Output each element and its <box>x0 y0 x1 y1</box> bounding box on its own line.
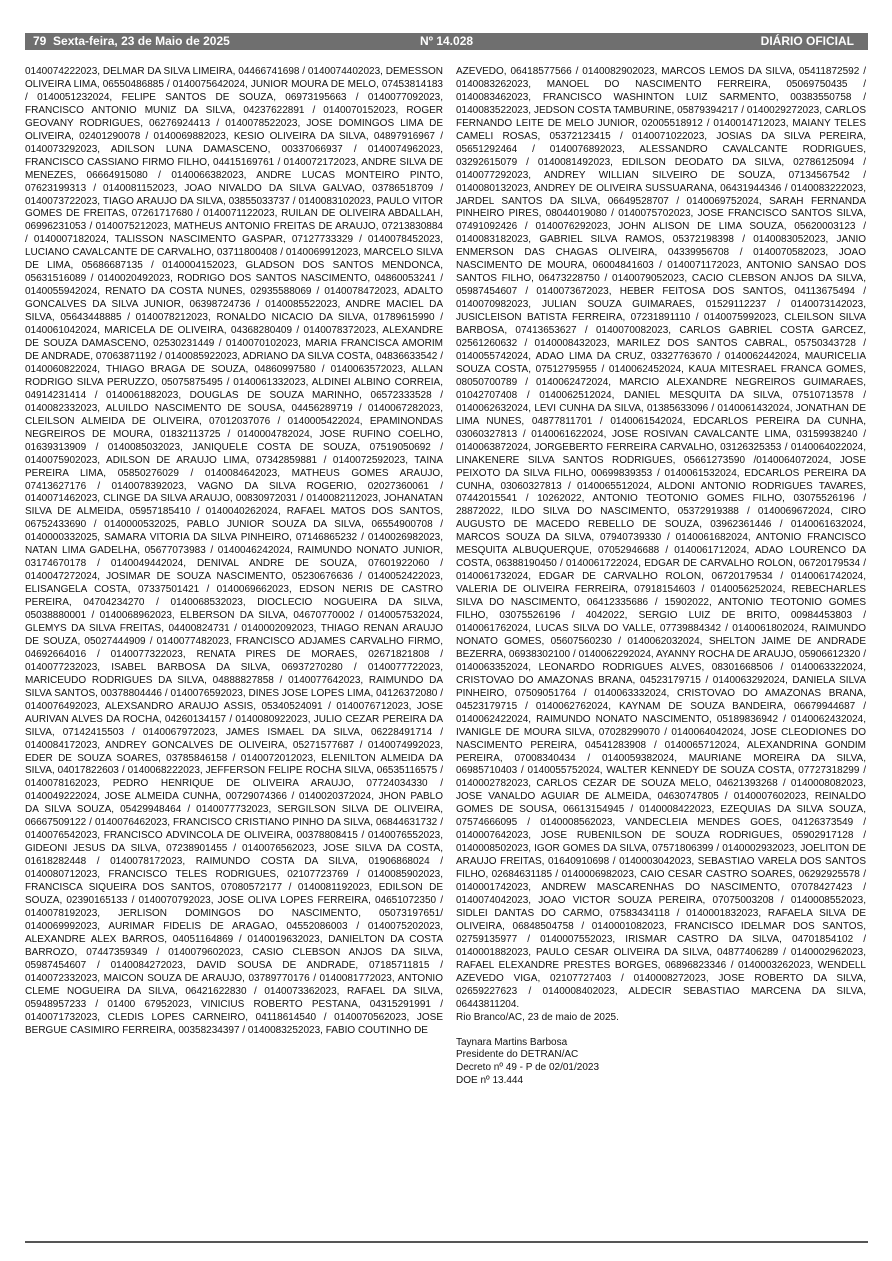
signer-decree: Decreto nº 49 - P de 02/01/2023 <box>456 1062 600 1074</box>
signature-block <box>456 1037 866 1089</box>
right-column <box>456 66 866 1088</box>
bottom-rule <box>25 1241 868 1243</box>
left-column <box>25 66 443 1037</box>
left-column-text: 0140074222023, DELMAR DA SILVA LIMEIRA, 04466741698 / 0140074402023, DEMESSON OLIVEIRA LIMA, 06550486885 / 0140075642024, JUNIOR MOURA DE MELO, 07453814183 / 0140051232024, FELIPE SANTOS DE SOUZA, 06973195663 / 0140077092023, FRANCISCO ANTONIO MUNIZ DA SILVA, 04237622891 / 0140070152023, ROGER GEOVANY RODRIGUES, 06276924413 / 0140078522023, JOSE DOMINGOS LIMA DE OLIVEIRA, 02401290078 / 0140069882023, KESIO OLIVEIRA DA SILVA, 04897916967 / 0140073292023, ADILSON LUNA DAMASCENO, 00337066937 / 0140074962023, FRANCISCO CASSIANO FIRMO FILHO, 04415169761 / 0140072172023, ANDRE SILVA DE MENEZES, 06664915080 / 0140066382023, ANDRE LUCAS MONTEIRO PINTO, 07623199313 / 0140081152023, JOAO NIVALDO DA SILVA GALVAO, 03786518709 / 0140073722023, TIAGO ARAUJO DA SILVA, 03855033737 / 0140083102023, PAULO VITOR GOMES DE FREITAS, 07261717680 / 0140071122023, RUILAN DE OLIVEIRA ABDALLAH, 06996231053 / 0140075212023, MATHEUS ANTONIO FREITAS DE ARAUJO, 07213830884 / 0140007182024, TALISSON NASCIMENTO GASPAR, 07127733329 / 0140078452023, LUCIANO CAVALCANTE DE CARVALHO, 03711800408 / 0140069912023, MARCELO SILVA DE LIMA, 05686687135 / 0140004152023, GLADSON DOS SANTOS MENDONCA, 05631516089 / 0140020492023, RODRIGO DOS SANTOS NASCIMENTO, 04860053241 / 0140055942024, RENATO DA COSTA NUNES, 02935588069 / 0140078472023, ADALTO GONCALVES DA SILVA JUNIOR, 06398724736 / 0140085522023, ANDRE MACIEL DA SILVA, 05643448885 / 0140078212023, RONALDO NICACIO DA SILVA, 01789615990 / 0140061042024, MARICELA DE OLIVEIRA, 04368280409 / 0140078372023, ALEXANDRE DE SOUZA DAMASCENO, 02530231449 / 0140070102023, MARIA FRANCISCA AMORIM DE ANDRADE, 07063871192 / 0140085922023, ADRIANO DA SILVA COSTA, 04836633542 / 0140060822024, THIAGO BRAGA DE SOUZA, 04860997580 / 0140063572023, ALLAN RODRIGO SILVA PERUZZO, 05075875495 / 0140061332023, ALDINEI ALBINO CORREIA, 04914231414 / 0140061882023, DOUGLAS DE SOUZA MARINHO, 06572333528 / 0140082332023, ALUILDO NASCIMENTO DE SOUSA, 04456289719 / 0140067282023, CLEILSON ALMEIDA DE OLIVEIRA, 07012037076 / 0140005422024, EPAMINONDAS NEGREIROS DE MOURA, 01832113725 / 0140004782024, JOSE RUFINO COELHO, 01639313909 / 0140085032023, JANIQUELE COSTA DE SOUZA, 07519050692 / 0140075902023, ADILSON DE ARAUJO LIMA, 07342859881 / 0140072592023, TAINA PEREIRA LIMA, 05850276029 / 0140084642023, MATHEUS GOMES ARAUJO, 07413627176 / 0140078392023, VAGNO DA SILVA ROGERIO, 02027360061 / 0140071462023, CLINGE DA SILVA ARAUJO, 00830972031 / 0140082112023, JOHANATAN SILVA DE ALMEIDA, 05957185410 / 0140040262024, RAFAEL MATOS DOS SANTOS, 06752433690 / 0140000532025, PABLO JUNIOR SOUZA DA SILVA, 06554900708 / 0140000332025, SAMARA VITORIA DA SILVA PINHEIRO, 07146865232 / 0140026982023, NATAN LIMA GADELHA, 05677073983 / 0140046242024, RAIMUNDO NONATO JUNIOR, 03174670178 / 0140049442024, DENIVAL ANDRE DE SOUZA, 07601922060 / 0140047272024, JOSIMAR DE SOUZA NASCIMENTO, 05230676636 / 0140052422023, ELISANGELA COSTA, 07337501421 / 0140069662023, EDSON NERIS DE CASTRO PEREIRA, 04704234270 / 0140068532023, DIOCLECIO NOGUEIRA DA SILVA, 05038880001 / 0140068962023, ELBERSON DA SILVA, 04670770002 / 0140057532024, GLEMYS DA SILVA FREITAS, 04400824731 / 0140002092023, THIAGO RENAN ARAUJO DE SOUZA, 05027444909 / 0140077482023, FRANCISCO ADJAMES CARVALHO FIRMO, 04692664016 / 0140077322023, RENATA PIRES DE MORAES, 02671821808 / 0140077232023, ISABEL BARBOSA DA SILVA, 06937270280 / 0140077722023, MARICEUDO RODRIGUES DA SILVA, 04888827858 / 0140077642023, RAIMUNDO DA SILVA SANTOS, 00378804446 / 0140076592023, DINES JOSE LOPES LIMA, 04126372080 / 0140076492023, ALEXSANDRO ARAUJO ASSIS, 05340524091 / 0140076712023, JOSE AURIVAN ALVES DA ROCHA, 04260134157 / 0140080922023, JULIO CEZAR PEREIRA DA SILVA, 07142415503 / 0140067972023, JAMES ISMAEL DA SILVA, 06228491714 / 0140084172023, ANDREY GONCALVES DE OLIVEIRA, 05271577687 / 0140074992023, EDER DE SOUZA SOARES, 03785846158 / 0140072012023, ELENILTON ALMEIDA DA SILVA, 04017822603 / 0140068222023, JEFFERSON FELIPE ROCHA SILVA, 06535116575 / 0140078162023, PEDRO HENRIQUE DE OLIVEIRA ARAUJO, 07724034330 / 0140049222024, JOSE ALMEIDA CUNHA, 00729074366 / 0140020372024, JHON PABLO DA SILVA SOUZA, 05429948464 / 0140077732023, SERGILSON SILVA DE OLIVEIRA, 06667509122 / 0140076462023, FRANCISCO CRISTIANO PINHO DA SILVA, 06844631732 / 0140076542023, FRANCISCO ADVINCOLA DE OLIVEIRA, 00378808415 / 0140076552023, GIDEONI JESUS DA SILVA, 07238901455 / 0140076562023, JOSE SILVA DA COSTA, 01618282448 / 0140078172023, RAIMUNDO COSTA DA SILVA, 01906868024 / 0140080712023, FRANCISCO TELES RODRIGUES, 02107723769 / 0140085902023, FRANCISCA SIQUEIRA DOS SANTOS, 07080572177 / 0140081192023, EDILSON DE SOUZA, 02390165133 / 0140070792023, JOSE OLIVA LOPES FERREIRA, 04651072350 / 0140078192023, JERLISON DOMINGOS DO NASCIMENTO, 05073197651/ 0140069992023, AURIMAR FIDELIS DE ARAGAO, 04552086003 / 0140075202023, ALEXANDRE ALEX BARROS, 04051164869 / 0140019632023, DANIELTON DA COSTA BARROZO, 07447359349 / 0140079602023, CASIO CLEBSON ANJOS DA SILVA, 05987454607 / 0140084272023, DAVID SOUSA DE ANDRADE, 07185711815 / 0140072332023, MAICON SOUZA DE ARAUJO, 03789770176 / 0140081772023, ANTONIO CLEME NOGUEIRA DA SILVA, 06421622830 / 0140073362023, RAFAEL DA SILVA, 05948957233 / 01400 67952023, VINICIUS ROBERTO PESTANA, 04315291991 / 0140071732023, CLEDIS LOPES CARNEIRO, 04118614540 / 0140070562023, JOSE BERGUE CASIMIRO FERREIRA, 00358234397 / 0140083252023, FABIO COUTINHO DE <box>25 66 443 1036</box>
page-number: 79 <box>33 34 47 48</box>
right-column-text: AZEVEDO, 06418577566 / 0140082902023, MARCOS LEMOS DA SILVA, 05411872592 / 0140083262023, MANOEL DO NASCIMENTO FERREIRA, 05069750435 / 0140083462023, FRANCISCO WASHINTON LUIZ SARMENTO, 00383550758 / 0140083522023, JEDSON COSTA TAMBURINE, 05879394217 / 0140029272023, CARLOS FERNANDO LEITE DE MELO JUNIOR, 02005518912 / 0140014712023, MAIANY TELES CAMELI ROSAS, 05372123415 / 0140071022023, JOSIAS DA SILVA PEREIRA, 05651292464 / 0140076892023, ALESSANDRO CAVALCANTE RODRIGUES, 03292615079 / 0140081492023, EDILSON DEODATO DA SILVA, 02786125094 / 0140077292023, ANDREY WILLIAN SILVEIRO DE SOUZA, 07134567542 / 0140080132023, ANDREY DE OLIVEIRA SUSSUARANA, 06431944346 / 0140083222023, JARDEL SANTOS DA SILVA, 06649528707 / 0140069752024, SARAH FERNANDA PINHEIRO PIRES, 08044019080 / 0140075702023, JOSE FRANCISCO SANTOS SILVA, 07491092426 / 0140076292023, JOHN ALISON DE LIMA SOUZA, 05620003123 / 0140083182023, GABRIEL SILVA RAMOS, 05372198398 / 0140083052023, JANIO ENMERSON DAS CHAGAS OLIVEIRA, 04339956708 / 0140070582023, JOAO NASCIMENTO DE MOURA, 06004841603 / 0140071172023, ANTONIO SANSAO DOS SANTOS FILHO, 06473228750 / 0140079052023, CACIO CLEBSON ANJOS DA SILVA, 05987454607 / 0140073672023, HEBER FEITOSA DOS SANTOS, 04113675494 / 0140070982023, JULIAN SOUZA GUIMARAES, 01529112237 / 0140073142023, JUSICLEISON BATISTA FERREIRA, 07231891110 / 0140075992023, CLEILSON SILVA BARBOSA, 07413653627 / 0140070082023, CARLOS GABRIEL COSTA GARCEZ, 02561260632 / 0140008432023, MARILEZ DOS SANTOS CABRAL, 05750343728 / 0140055742024, ADAO LIMA DA CRUZ, 03327763670 / 0140062442024, MAURICELIA SOUZA COSTA, 07512795955 / 0140062452024, KAUA MITESRAEL FRANCA GOMES, 08050700789 / 0140062472024, MARCIO ALEXANDRE NEGREIROS GUIMARAES, 01042707408 / 0140062512024, DANIEL MESQUITA DA SILVA, 07510713578 / 0140062632024, LEVI CUNHA DA SILVA, 01385633096 / 0140061432024, JONATHAN DE LIMA NUNES, 04877811701 / 0140061542024, EDCARLOS PEREIRA DA CUNHA, 03060327813 / 0140061622024, JOSE ROSIVAN CAVALCANTE LIMA, 03159938240 / 0140063872024, JORGEBERTO FERREIRA CARVALHO, 03126325353 / 0140064022024, LINAKENERE SILVA SANTOS RODRIGUES, 05661273590 /0140064072024, JOSE PEIXOTO DA SILVA FILHO, 00699839353 / 0140061532024, EDCARLOS PEREIRA DA CUNHA, 03060327813 / 0140065512024, ALDONI ANTONIO RODRIGUES TAVARES, 07442015541 / 10262022, ANTONIO TEOTONIO GOMES FILHO, 03075526196 / 28872022, ILDO SILVA DO NASCIMENTO, 05372919388 / 0140069672024, CIRO AUGUSTO DE MACEDO REBELLO DE SOUZA, 03962361446 / 0140061632024, MARCOS SOUZA DA SILVA, 07940739330 / 0140061682024, ANTONIO FRANCISCO MESQUITA ALBUQUERQUE, 07052946688 / 0140061712024, ADAO LOURENCO DA COSTA, 06388190450 / 0140061722024, EDGAR DE CARVALHO ROLON, 06720179534 / 0140061732024, EDGAR DE CARVALHO ROLON, 06720179534 / 0140061742024, VALERIA DE OLIVEIRA FERREIRA, 07918154603 / 0140056252024, REBECHARLES SILVA DO NASCIMENTO, 06412335686 / 15902022, ANTONIO TEOTONIO GOMES FILHO, 03075526196 / 4042022, SERGIO LUIZ DE BRITO, 00984453803 / 0140061762024, LUCAS SILVA DO VALLE, 07739884342 / 0140061802024, RAIMUNDO NONATO GOMES, 05607560230 / 0140062032024, SHELTON JAIME DE ANDRADE BEZERRA, 06938302100 / 0140062292024, AYANNY ROCHA DE ARAUJO, 05906612320 / 0140063352024, LEONARDO RODRIGUES ALVES, 08301668506 / 0140063322024, CRISTOVAO DO AMAZONAS BRANA, 04523179715 / 0140063292024, DANIELA SILVA PINHEIRO, 07509051764 / 0140063332024, CRISTOVAO DO AMAZONAS BRANA, 04523179715 / 0140062762024, KAYNAM DE SOUZA BANDEIRA, 06679944687 / 0140062422024, RAIMUNDO NONATO NASCIMENTO, 05189836942 / 0140062432024, IVANIGLE DE MOURA SILVA, 07028299070 / 0140064042024, JOSE CLEODIONES DO NASCIMENTO PEREIRA, 04541283908 / 0140065712024, ALEXANDRINA GONDIM PEREIRA, 07008340434 / 0140059382024, MAURIANE MOREIRA DA SILVA, 06985710403 / 0140055752024, WALTER KENNEDY DE SOUZA COSTA, 07727318299 / 0140002782023, CARLOS CEZAR DE SOUZA MELO, 04621393268 / 0140008082023, JOSE VANALDO AGUIAR DE ALMEIDA, 04630747805 / 0140007602023, REINALDO GOMES DE SOUSA, 06613154945 / 0140008422023, EZEQUIAS DA SILVA SOUZA, 07574666095 / 0140008562023, VANDECLEIA MENDES GOES, 04126373549 / 0140007642023, JOSE RUBENILSON DE SOUZA RODRIGUES, 05902917128 / 0140008502023, IGOR GOMES DA SILVA, 07571806399 / 0140002932023, JOELITON DE ARAUJO FREITAS, 01640910698 / 0140003042023, SEBASTIAO VARELA DOS SANTOS FILHO, 02684631185 / 0140006982023, CAIO CESAR CASTRO SOARES, 06292925578 / 0140001742023, ANDREW MASCARENHAS DO NASCIMENTO, 07078427423 / 0140074042023, JOAO VICTOR SOUZA PEREIRA, 07075003208 / 0140008552023, SIDLEI DANTAS DO CARMO, 07583434118 / 0140001832023, RAFAELA SILVA DE OLIVEIRA, 06848504758 / 0140001082023, FRANCISCO IDELMAR DOS SANTOS, 02759135977 / 0140007552023, IRISMAR CASTRO DA SILVA, 04701854102 / 0140001882023, PAULO CESAR OLIVEIRA DA SILVA, 04877406289 / 0140002962023, RAFAEL ELEXANDRE PRESTES BORGES, 06896823346 / 0140003262023, WENDELL AZEVEDO VIGA, 02107727403 / 0140008272023, JOSE ROBERTO DA SILVA, 02659227623 / 0140008402023, ALDECIR SEBASTIAO MARCENA DA SILVA, 06443811204. <box>456 66 866 1010</box>
issue-number: Nº 14.028 <box>419 34 474 48</box>
page-header <box>25 33 868 50</box>
signer-role: Presidente do DETRAN/AC <box>456 1049 579 1061</box>
closing-line: Rio Branco/AC, 23 de maio de 2025. <box>456 1011 619 1023</box>
signer-doe: DOE nº 13.444 <box>456 1075 524 1087</box>
publication-name: DIÁRIO OFICIAL <box>760 34 854 48</box>
header-date-text: Sexta-feira, 23 de Maio de 2025 <box>53 34 230 48</box>
signer-name: Taynara Martins Barbosa <box>456 1036 568 1048</box>
